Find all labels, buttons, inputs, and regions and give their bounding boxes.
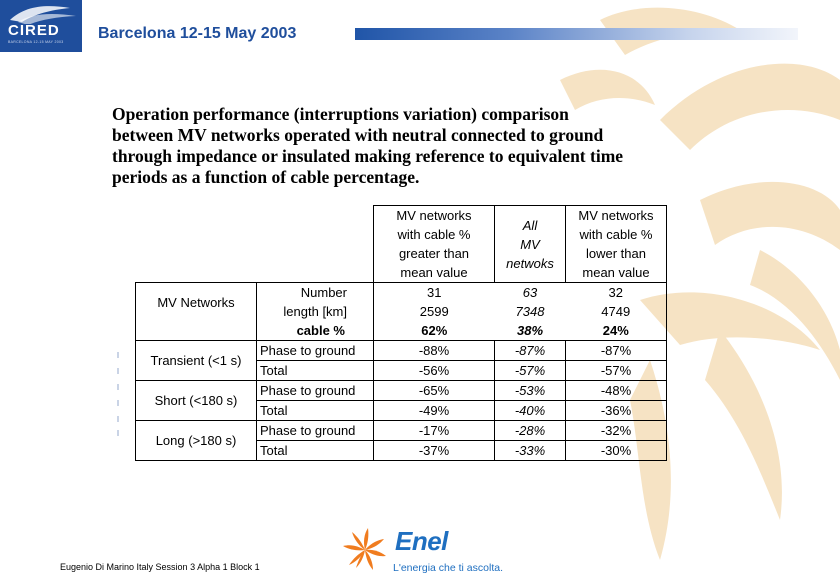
enel-sun-icon bbox=[337, 524, 393, 574]
header-all-mv-networks: All MV netwoks bbox=[495, 206, 566, 283]
group-long: Long (>180 s) bbox=[136, 421, 257, 461]
table-row: Short (<180 s) Phase to ground -65% -53% -48% bbox=[136, 381, 667, 401]
slide-title bbox=[112, 104, 712, 188]
enel-wordmark: Enel bbox=[395, 526, 448, 556]
header-greater-than-mean: MV networks with cable % greater than mean value bbox=[374, 206, 495, 283]
enel-tagline: L'energia che ti ascolta. bbox=[393, 562, 503, 574]
table-row: Total -56% -57% -57% bbox=[136, 361, 667, 381]
enel-logo bbox=[335, 522, 515, 580]
cired-logo bbox=[0, 0, 82, 52]
table-row: Total -49% -40% -36% bbox=[136, 401, 667, 421]
table-row: Transient (<1 s) Phase to ground -88% -87% -87% bbox=[136, 341, 667, 361]
table-row: Long (>180 s) Phase to ground -17% -28% -32% bbox=[136, 421, 667, 441]
group-short: Short (<180 s) bbox=[136, 381, 257, 421]
slide-title-line: through impedance or insulated making reference to equivalent time bbox=[112, 146, 624, 166]
bird-wings-icon bbox=[0, 0, 82, 24]
slide-title-line: between MV networks operated with neutral connected to ground bbox=[112, 125, 604, 145]
cired-wordmark: CIRED bbox=[8, 22, 60, 39]
slide-title-line: Operation performance (interruptions variation) comparison bbox=[112, 104, 569, 124]
left-margin-marks bbox=[108, 350, 128, 438]
table-row: length [km] 2599 7348 4749 bbox=[136, 302, 667, 321]
header-gradient-bar bbox=[355, 28, 798, 40]
footer-author-text: Eugenio Di Marino Italy Session 3 Alpha 1 Block 1 bbox=[60, 562, 260, 572]
header-title: Barcelona 12-15 May 2003 bbox=[98, 25, 297, 42]
table-row: MV Networks Number 31 63 32 bbox=[136, 283, 667, 303]
group-transient: Transient (<1 s) bbox=[136, 341, 257, 381]
table-row: Total -37% -33% -30% bbox=[136, 441, 667, 461]
slide-title-line: periods as a function of cable percentage. bbox=[112, 167, 420, 187]
table-header-row bbox=[136, 206, 667, 283]
performance-table bbox=[135, 205, 667, 461]
header-lower-than-mean: MV networks with cable % lower than mean value bbox=[566, 206, 667, 283]
cired-logo-subtitle: BARCELONA 12-15 MAY 2003 bbox=[8, 40, 64, 44]
table-row: cable % 62% 38% 24% bbox=[136, 321, 667, 341]
mv-networks-label: MV Networks bbox=[136, 283, 257, 322]
